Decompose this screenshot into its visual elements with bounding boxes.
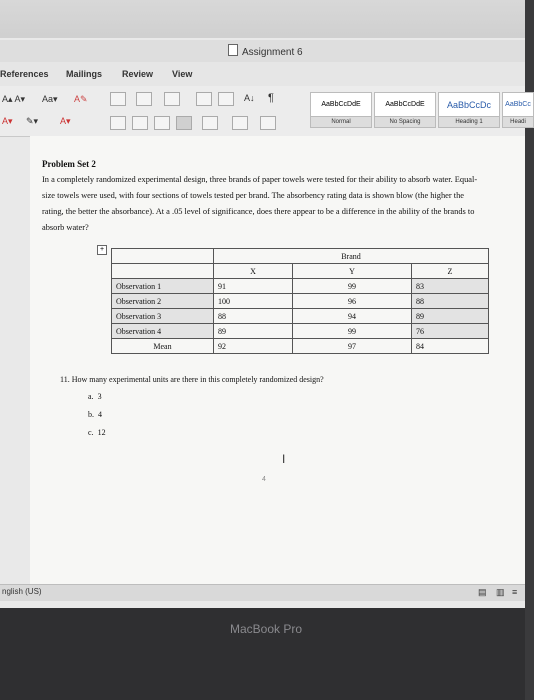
- table-cell: 83: [412, 279, 489, 294]
- numbering-icon[interactable]: [136, 92, 152, 106]
- table-row: [112, 279, 489, 294]
- tab-mailings[interactable]: Mailings: [66, 69, 103, 79]
- table-move-handle-icon[interactable]: +: [97, 245, 107, 255]
- style-heading2-label[interactable]: Headi: [502, 116, 534, 128]
- table-row: [112, 294, 489, 309]
- table-cell: 99: [293, 279, 412, 294]
- style-heading2-preview[interactable]: AaBbCc: [502, 92, 534, 118]
- change-case-icon[interactable]: Aa▾: [42, 94, 58, 104]
- tab-references[interactable]: References: [0, 69, 49, 79]
- status-bar: [0, 584, 525, 601]
- style-normal-preview[interactable]: AaBbCcDdE: [310, 92, 372, 118]
- table-cell: 84: [412, 339, 489, 354]
- table-cell: 94: [293, 309, 412, 324]
- ribbon: [0, 86, 531, 137]
- outline-view-icon[interactable]: ≡: [512, 587, 518, 597]
- align-right-icon[interactable]: [154, 116, 170, 130]
- row-label: Observation 3: [112, 309, 214, 324]
- question-text: 11. How many experimental units are there in this completely randomized design?: [60, 375, 324, 384]
- table-cell: [112, 249, 214, 264]
- multilevel-icon[interactable]: [164, 92, 180, 106]
- answer-option: c. 12: [88, 428, 106, 437]
- data-table: [111, 248, 489, 354]
- column-header: X: [214, 264, 293, 279]
- table-cell: 97: [293, 339, 412, 354]
- bullets-icon[interactable]: [110, 92, 126, 106]
- font-color-icon[interactable]: A▾: [60, 116, 71, 126]
- clear-format-icon[interactable]: A✎: [74, 94, 88, 104]
- style-normal-label[interactable]: Normal: [310, 116, 372, 128]
- table-cell: 89: [412, 309, 489, 324]
- table-cell: 88: [412, 294, 489, 309]
- align-left-icon[interactable]: [110, 116, 126, 130]
- print-layout-icon[interactable]: ▤: [478, 587, 487, 597]
- grow-font-icon[interactable]: A▴ A▾: [2, 94, 26, 104]
- align-center-icon[interactable]: [132, 116, 148, 130]
- row-label: Mean: [112, 339, 214, 354]
- screen-bezel-top: [0, 0, 525, 40]
- table-cell: 99: [293, 324, 412, 339]
- problem-paragraph: In a completely randomized experimental design, three brands of paper towels were tested for their ability to absorb water. Equal-size towels were used, with four sections of towels tested per brand. The absorbency rating data is shown blow (the higher the rating, the better the absorbance). At a .05 level of significance, does there appear to be a difference in the ability of the brands to absorb water?: [42, 175, 478, 232]
- table-cell: 91: [214, 279, 293, 294]
- table-cell: 100: [214, 294, 293, 309]
- indent-icon[interactable]: [196, 92, 212, 106]
- web-layout-icon[interactable]: ▥: [496, 587, 505, 597]
- highlight-icon[interactable]: ✎▾: [26, 116, 39, 126]
- justify-icon[interactable]: [176, 116, 192, 130]
- style-heading1-preview[interactable]: AaBbCcDc: [438, 92, 500, 118]
- column-header: Y: [293, 264, 412, 279]
- device-brand: MacBook Pro: [230, 622, 303, 636]
- table-cell: 96: [293, 294, 412, 309]
- borders-icon[interactable]: [260, 116, 276, 130]
- shading-icon[interactable]: [232, 116, 248, 130]
- answer-option: b. 4: [88, 410, 102, 419]
- style-heading1-label[interactable]: Heading 1: [438, 116, 500, 128]
- style-nospacing-preview[interactable]: AaBbCcDdE: [374, 92, 436, 118]
- brand-header: Brand: [214, 249, 489, 264]
- page-number: 4: [262, 476, 266, 483]
- tab-review[interactable]: Review: [122, 69, 154, 79]
- table-cell: [112, 264, 214, 279]
- answer-option: a. 3: [88, 392, 102, 401]
- ribbon-tabs: [0, 62, 525, 86]
- language-status[interactable]: nglish (US): [2, 587, 42, 596]
- tab-view[interactable]: View: [172, 69, 193, 79]
- style-nospacing-label[interactable]: No Spacing: [374, 116, 436, 128]
- table-cell: 88: [214, 309, 293, 324]
- sort-icon[interactable]: A↓: [244, 93, 255, 103]
- outdent-icon[interactable]: [218, 92, 234, 106]
- pilcrow-icon[interactable]: ¶: [268, 92, 274, 104]
- problem-title: Problem Set 2: [42, 159, 96, 169]
- ibeam-cursor-icon: I: [282, 452, 286, 466]
- table-row: [112, 324, 489, 339]
- table-row: [112, 339, 489, 354]
- table-cell: 92: [214, 339, 293, 354]
- row-label: Observation 1: [112, 279, 214, 294]
- row-label: Observation 4: [112, 324, 214, 339]
- table-row: [112, 264, 489, 279]
- table-row: [112, 309, 489, 324]
- window-title: Assignment 6: [228, 44, 303, 58]
- column-header: Z: [412, 264, 489, 279]
- table-row: [112, 249, 489, 264]
- row-label: Observation 2: [112, 294, 214, 309]
- table-cell: 76: [412, 324, 489, 339]
- table-cell: 89: [214, 324, 293, 339]
- document-icon: [228, 44, 238, 56]
- text-effects-icon[interactable]: A▾: [2, 116, 13, 126]
- line-spacing-icon[interactable]: [202, 116, 218, 130]
